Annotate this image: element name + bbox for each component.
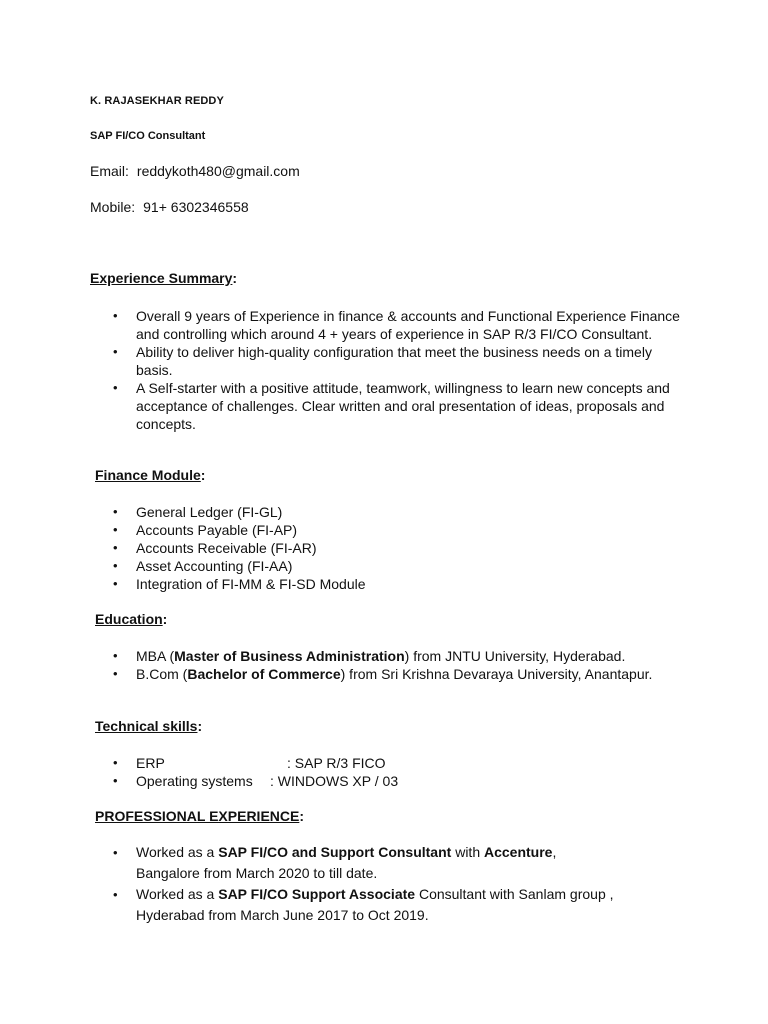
education-title: Education <box>95 611 163 627</box>
job1-company: Accenture <box>484 844 553 860</box>
candidate-role: SAP FI/CO Consultant <box>90 130 206 142</box>
erp-value: : SAP R/3 FICO <box>287 755 386 771</box>
bcom-prefix: B.Com ( <box>136 666 188 682</box>
education-colon: : <box>162 611 168 627</box>
erp-label: ERP <box>136 755 165 771</box>
candidate-name: K. RAJASEKHAR REDDY <box>90 95 224 107</box>
education-list <box>110 647 670 683</box>
list-item: • Accounts Receivable (FI-AR) <box>110 539 680 557</box>
list-item <box>110 884 680 926</box>
job2-suffix: Consultant with Sanlam group , <box>415 886 614 902</box>
education-heading <box>95 611 167 627</box>
list-item <box>110 754 680 772</box>
experience-summary-title: Experience Summary <box>90 270 233 286</box>
professional-experience-title: PROFESSIONAL EXPERIENCE <box>95 808 300 824</box>
technical-skills-colon: : <box>197 718 203 734</box>
technical-skills-title: Technical skills <box>95 718 198 734</box>
job1-suffix: , <box>552 844 557 860</box>
email-line <box>90 163 300 179</box>
mba-prefix: MBA ( <box>136 648 175 664</box>
job1-role: SAP FI/CO and Support Consultant <box>218 844 452 860</box>
email-value: reddykoth480@gmail.com <box>136 163 300 179</box>
job1-location-dates: Bangalore from March 2020 to till date. <box>136 865 378 881</box>
mobile-value: 91+ 6302346558 <box>143 199 249 215</box>
experience-summary-heading <box>90 270 237 286</box>
finance-module-heading <box>95 467 205 483</box>
mobile-label: Mobile: <box>90 199 136 215</box>
list-item: • Ability to deliver high-quality configuration that meet the business needs on a timely basis. <box>110 343 680 379</box>
bcom-degree: Bachelor of Commerce <box>187 666 341 682</box>
technical-skills-list <box>110 754 680 790</box>
list-item: • Integration of FI-MM & FI-SD Module <box>110 575 680 593</box>
list-item: • Overall 9 years of Experience in finance & accounts and Functional Experience Finance and controlling which around 4 + years of experience in SAP R/3 FI/CO Consultant. <box>110 307 680 343</box>
job1-prefix: Worked as a <box>136 844 219 860</box>
experience-summary-colon: : <box>232 270 238 286</box>
list-item: • A Self-starter with a positive attitude, teamwork, willingness to learn new concepts and acceptance of challenges. Clear written and oral presentation of ideas, proposals and concepts. <box>110 379 680 433</box>
technical-skills-heading <box>95 718 202 734</box>
mba-degree: Master of Business Administration <box>174 648 405 664</box>
job2-location-dates: Hyderabad from March June 2017 to Oct 2019. <box>136 907 429 923</box>
finance-module-list <box>110 503 680 593</box>
list-item: • Asset Accounting (FI-AA) <box>110 557 680 575</box>
experience-summary-list <box>110 307 680 433</box>
job1-connector: with <box>451 844 484 860</box>
mba-suffix: ) from JNTU University, Hyderabad. <box>404 648 626 664</box>
job2-prefix: Worked as a <box>136 886 219 902</box>
professional-experience-colon: : <box>299 808 305 824</box>
list-item: • Accounts Payable (FI-AP) <box>110 521 680 539</box>
list-item <box>110 842 680 884</box>
professional-experience-list <box>110 842 680 926</box>
bcom-suffix: ) from Sri Krishna Devaraya University, Anantapur. <box>340 666 653 682</box>
list-item <box>110 772 680 790</box>
os-value: : WINDOWS XP / 03 <box>270 773 399 789</box>
email-label: Email: <box>90 163 129 179</box>
professional-experience-heading <box>95 808 304 824</box>
finance-module-title: Finance Module <box>95 467 201 483</box>
os-label: Operating systems <box>136 773 253 789</box>
finance-module-colon: : <box>200 467 206 483</box>
mobile-line <box>90 199 249 215</box>
list-item <box>110 665 670 683</box>
list-item <box>110 647 670 665</box>
job2-role: SAP FI/CO Support Associate <box>218 886 416 902</box>
list-item: • General Ledger (FI-GL) <box>110 503 680 521</box>
